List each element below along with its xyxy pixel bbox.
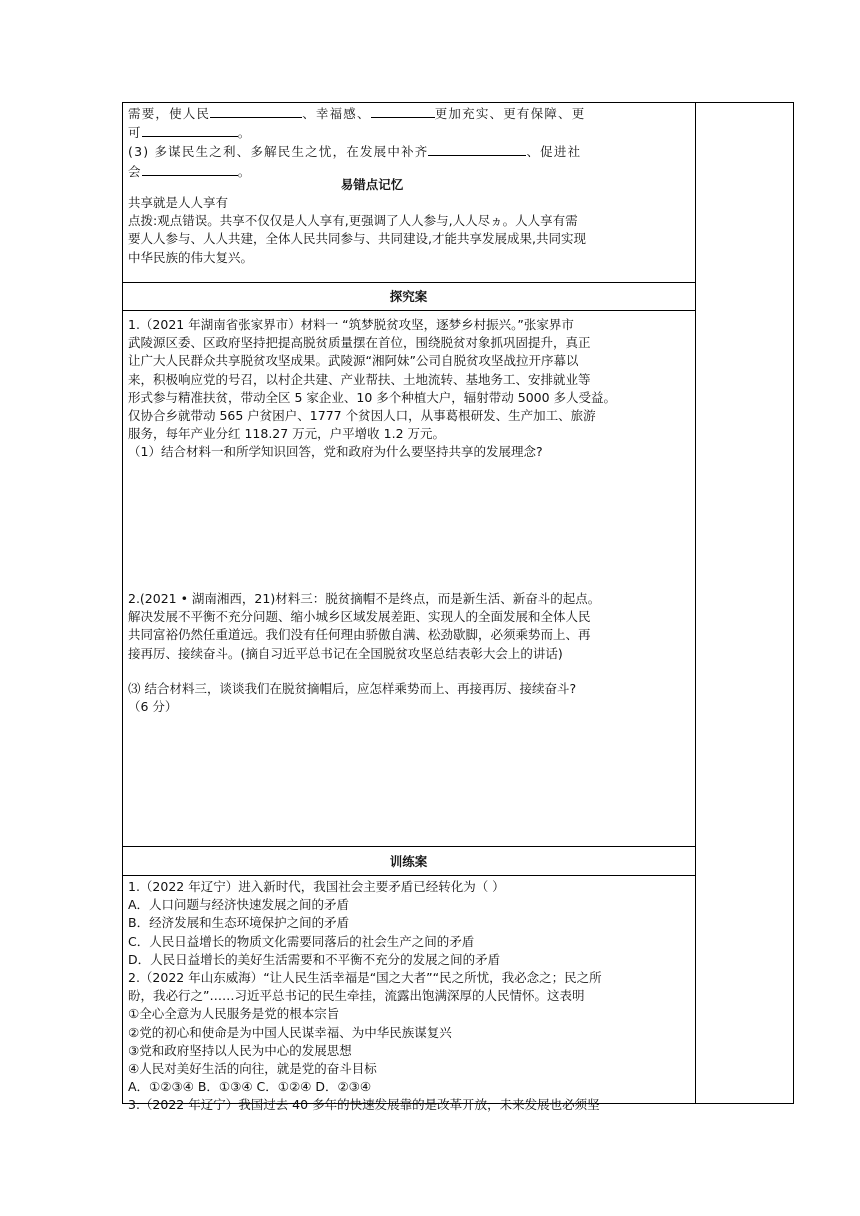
text-line: 仅协合乡就带动 565 户贫困户、1777 个贫因人口，从事葛根研发、生产加工、旅游 [128, 408, 596, 424]
row-divider [122, 846, 695, 847]
text-line: 共同富裕仍然任重道远。我们没有任何理由骄傲自满、松劲歇脚，必须乘势而上、再 [128, 627, 591, 643]
text: 可 [128, 125, 142, 141]
error-section [128, 194, 691, 267]
sub-question: （1）结合材料一和所学知识回答，党和政府为什么要坚持共享的发展理念? [128, 444, 543, 460]
row-divider [122, 310, 695, 311]
question-2-sub [128, 680, 691, 716]
table-column-divider [695, 102, 696, 1104]
text-line: 要人人参与、人人共建，全体人民共同参与、共同建设,才能共享发展成果,共同实现 [128, 231, 586, 247]
text: 、促进社 [526, 144, 582, 160]
option-line: A．人口问题与经济快速发展之间的矛盾 [128, 897, 350, 913]
option-line: C．人民日益增长的物质文化需要同落后的社会生产之间的矛盾 [128, 933, 475, 949]
text-line [128, 104, 691, 123]
training-title: 训练案 [389, 854, 428, 869]
text-line: 让广大人民群众共享脱贫攻坚成果。武陵源“湘阿妹”公司自脱贫攻坚战拉开序幕以 [128, 353, 579, 369]
row-divider [122, 875, 695, 876]
row-divider [122, 282, 695, 283]
answer-blank [428, 142, 526, 156]
question-2 [128, 590, 691, 663]
sub-question-score: （6 分） [128, 699, 178, 715]
text-line: 1.（2021 年湖南省张家界市）材料一 “筑梦脱贫攻坚，逐梦乡村振兴。”张家界市 [128, 317, 574, 332]
text-line: 1.（2022 年辽宁）进入新时代，我国社会主要矛盾已经转化为（ ） [128, 879, 505, 894]
sub-question: ⑶ 结合材料三，谈谈我们在脱贫摘帽后，应怎样乘势而上、再接再厉、接续奋斗? [128, 681, 577, 696]
top-section [128, 104, 691, 181]
explore-title: 探究案 [389, 289, 428, 304]
error-title: 易错点记忆 [340, 177, 404, 192]
question-1 [128, 316, 691, 462]
option-line: B．经济发展和生态环境保护之间的矛盾 [128, 915, 350, 931]
option-line: ②党的初心和使命是为中国人民谋幸福、为中华民族谋复兴 [128, 1024, 452, 1040]
text: 更加充实、更有保障、更 [434, 106, 586, 121]
answer-blank [142, 162, 238, 176]
answer-blank [142, 123, 238, 137]
text-line: 形式参与精准扶贫，带动全区 5 家企业、10 多个种植大户，辐射带动 5000 多人受益。 [128, 389, 617, 405]
text-line: 2.（2022 年山东威海）“让人民生活幸福是“国之大者”“民之所忧，我必念之；民之所 [128, 970, 602, 986]
option-line: ④人民对美好生活的向往，就是党的奋斗目标 [128, 1061, 377, 1077]
text-line [128, 142, 691, 161]
text-line: 3.（2022 年辽宁）我国过去 40 多年的快速发展靠的是改革开放，未来发展也必须坚 [128, 1097, 600, 1113]
text-line: 点拨:观点错误。共享不仅仅是人人享有,更强调了人人参与,人人尽ヵ。人人享有需 [128, 213, 578, 229]
option-line: ①全心全意为人民服务是党的根本宗旨 [128, 1006, 340, 1022]
text-line: 解决发展不平衡不充分问题、缩小城乡区域发展差距、实现人的全面发展和全体人民 [128, 609, 591, 625]
text: 会 [128, 163, 142, 179]
answer-blank [210, 104, 302, 118]
text-line: 接再厉、接续奋斗。(摘自习近平总书记在全国脱贫攻坚总结表彰大会上的讲话) [128, 645, 563, 661]
text: 。 [237, 163, 252, 179]
text: 、幸福感、 [302, 106, 371, 121]
answer-blank [371, 104, 435, 118]
error-statement: 共享就是人人享有 [128, 195, 229, 210]
text-line: 中华民族的伟大复兴。 [128, 249, 254, 265]
text-line: 服务，每年产业分红 118.27 万元，户平增收 1.2 万元。 [128, 426, 446, 442]
text: 需要，使人民 [128, 106, 211, 121]
training-section [128, 878, 691, 1115]
text-line: 2.(2021 • 湖南湘西，21)材料三：脱贫摘帽不是终点，而是新生活、新奋斗的起点。 [128, 591, 601, 606]
option-line: D．人民日益增长的美好生活需要和不平衡不充分的发展之间的矛盾 [128, 951, 501, 967]
option-line: ③党和政府坚持以人民为中心的发展思想 [128, 1042, 352, 1058]
answer-options: A．①②③④ B．①③④ C．①②④ D．②③④ [128, 1079, 372, 1095]
text: 。 [237, 125, 252, 141]
text-line [128, 123, 691, 142]
text-line: 来，积极响应党的号召，以村企共建、产业帮扶、土地流转、基地务工、安排就业等 [128, 371, 591, 387]
text-line: 武陵源区委、区政府坚持把提高脱贫质量摆在首位，围绕脱贫对象抓巩固提升，真正 [128, 335, 591, 351]
text-line: 盼，我必行之”……习近平总书记的民生牵挂，流露出饱满深厚的人民情怀。这表明 [128, 988, 585, 1004]
text: (3) 多谋民生之利、多解民生之忧，在发展中补齐 [128, 144, 429, 160]
